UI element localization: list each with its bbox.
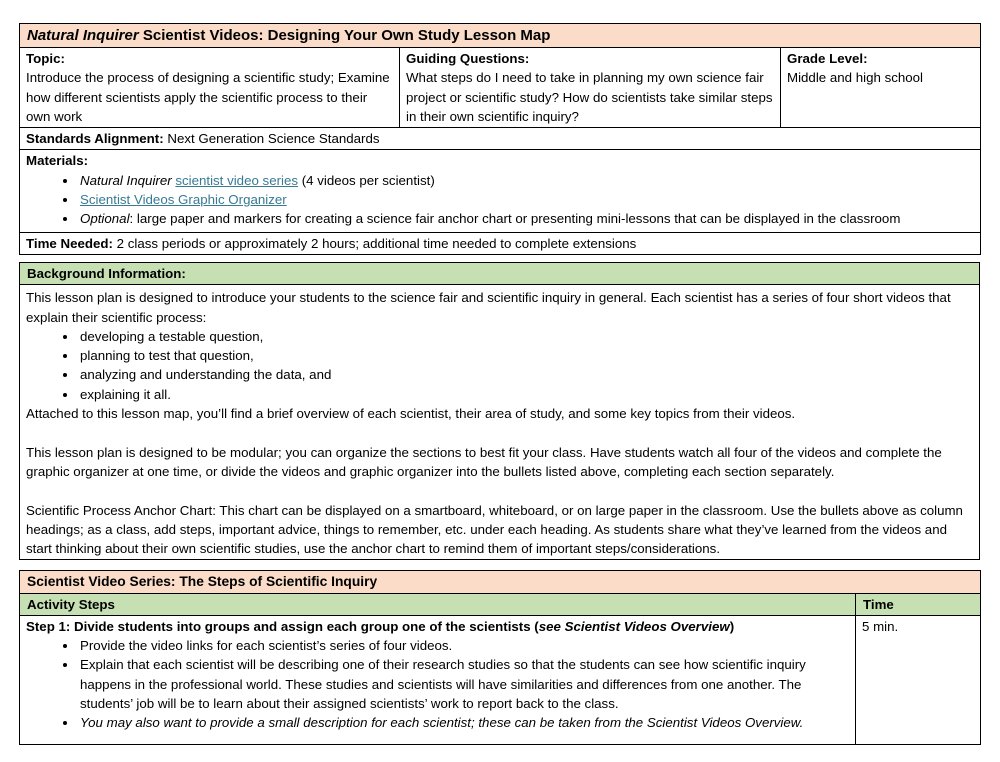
lesson-title-row [20,24,981,48]
activity-columns-row [20,593,981,615]
time-needed-label: Time Needed: [26,235,113,251]
background-header: Background Information: [20,263,980,285]
grade-level-text: Middle and high school [787,70,924,86]
activity-section-title: Scientist Video Series: The Steps of Scientific Inquiry [20,571,981,594]
time-column-header: Time [856,593,981,615]
guiding-questions-cell [400,48,781,128]
materials-item-pre: Natural Inquirer [80,172,176,188]
step-1-heading-text: Step 1: Divide students into groups and assign each group one of the scientists ( [26,618,539,634]
background-body-cell [20,285,980,560]
scientist-video-series-link[interactable]: scientist video series [175,172,299,188]
topic-text: Introduce the process of designing a scientific study; Examine how different scientists apply the scientific process to their own work [26,70,390,124]
step-1-time-cell: 5 min. [856,615,981,744]
title-rest: Scientist Videos: Designing Your Own Study Lesson Map [138,27,551,44]
step-1-heading-reference: see Scientist Videos Overview [538,618,730,634]
step-1-heading [26,617,849,636]
lesson-header-table [19,23,981,255]
materials-item-post: (4 videos per scientist) [298,172,435,188]
title-italic-part: Natural Inquirer [27,27,139,44]
background-para-4: Scientific Process Anchor Chart: This chart can be displayed on a smartboard, whiteboard, or on large paper in the classroom. Use the bullets above as column headings; as a class, add steps, important advice, things to remember, etc. under each heading. As students share what they’ve learned from the videos and start thinking about their own scientific studies, use the anchor chart to remind them of important steps/considerations. [26,502,963,557]
background-bullet: • analyzing and understanding the data, and [78,365,973,384]
step-1-bullet: • Provide the video links for each scientist’s series of four videos. [78,636,849,655]
background-header-row [20,263,980,285]
background-bullet-list [26,327,973,404]
materials-list [26,171,974,229]
graphic-organizer-link[interactable]: Scientist Videos Graphic Organizer [80,192,287,208]
background-bullet: • developing a testable question, [78,327,973,346]
materials-item-graphic-organizer [78,190,974,209]
materials-item-optional [78,209,974,228]
page-title [20,24,981,48]
lesson-meta-row [20,48,981,128]
standards-row [20,128,981,150]
background-information-table [19,262,980,560]
topic-cell [20,48,400,128]
time-needed-row [20,232,981,254]
standards-text: Next Generation Science Standards [163,131,380,147]
step-1-heading-close: ) [729,618,735,634]
materials-cell [20,150,981,232]
activity-header-row [20,571,981,594]
activity-steps-table [19,570,981,745]
background-bullet: • explaining it all. [78,385,973,404]
step-1-row [20,615,981,744]
step-1-bullet: • Explain that each scientist will be describing one of their research studies so that the students can see how scientific inquiry happens in the professional world. These studies and scientists will have similarities and differences from one another. The students’ job will be to learn about their assigned scientists’ work to report back to the class. [78,655,849,713]
grade-level-label: Grade Level: [787,51,868,66]
materials-item-pre: Optional [80,211,130,227]
guiding-questions-text: What steps do I need to take in planning my own science fair project or scientific study? How do scientists take similar steps in their own scientific inquiry? [406,70,773,124]
materials-item-video-series [78,171,974,190]
activity-steps-column-header: Activity Steps [20,593,856,615]
time-needed-cell [20,232,981,254]
time-needed-text: 2 class periods or approximately 2 hours; additional time needed to complete extensions [112,235,637,251]
grade-level-cell [781,48,981,128]
materials-row [20,150,981,232]
materials-item-post: : large paper and markers for creating a science fair anchor chart or presenting mini-lessons that can be displayed in the classroom [129,211,901,227]
background-bullet: • planning to test that question, [78,346,973,365]
background-para-3: This lesson plan is designed to be modular; you can organize the sections to best fit your class. Have students watch all four of the videos and complete the graphic organizer at one time, or divide the videos and graphic organizer into the bullets listed above, completing each section separately. [26,444,942,479]
background-para-1: This lesson plan is designed to introduce your students to the science fair and scientific inquiry in general. Each scientist has a series of four short videos that explain their scientific process: [26,290,951,325]
background-para-2: Attached to this lesson map, you’ll find a brief overview of each scientist, their area of study, and some key topics from their videos. [26,406,796,422]
guiding-questions-label: Guiding Questions: [406,51,530,66]
step-1-cell [20,615,856,744]
standards-label: Standards Alignment: [26,131,164,147]
materials-label: Materials: [26,153,89,169]
topic-label: Topic: [26,51,65,66]
step-1-bullet-list [26,636,849,732]
background-body-row [20,285,980,560]
standards-cell [20,128,981,150]
step-1-bullet: • You may also want to provide a small description for each scientist; these can be taken from the Scientist Videos Overview. [78,713,849,732]
